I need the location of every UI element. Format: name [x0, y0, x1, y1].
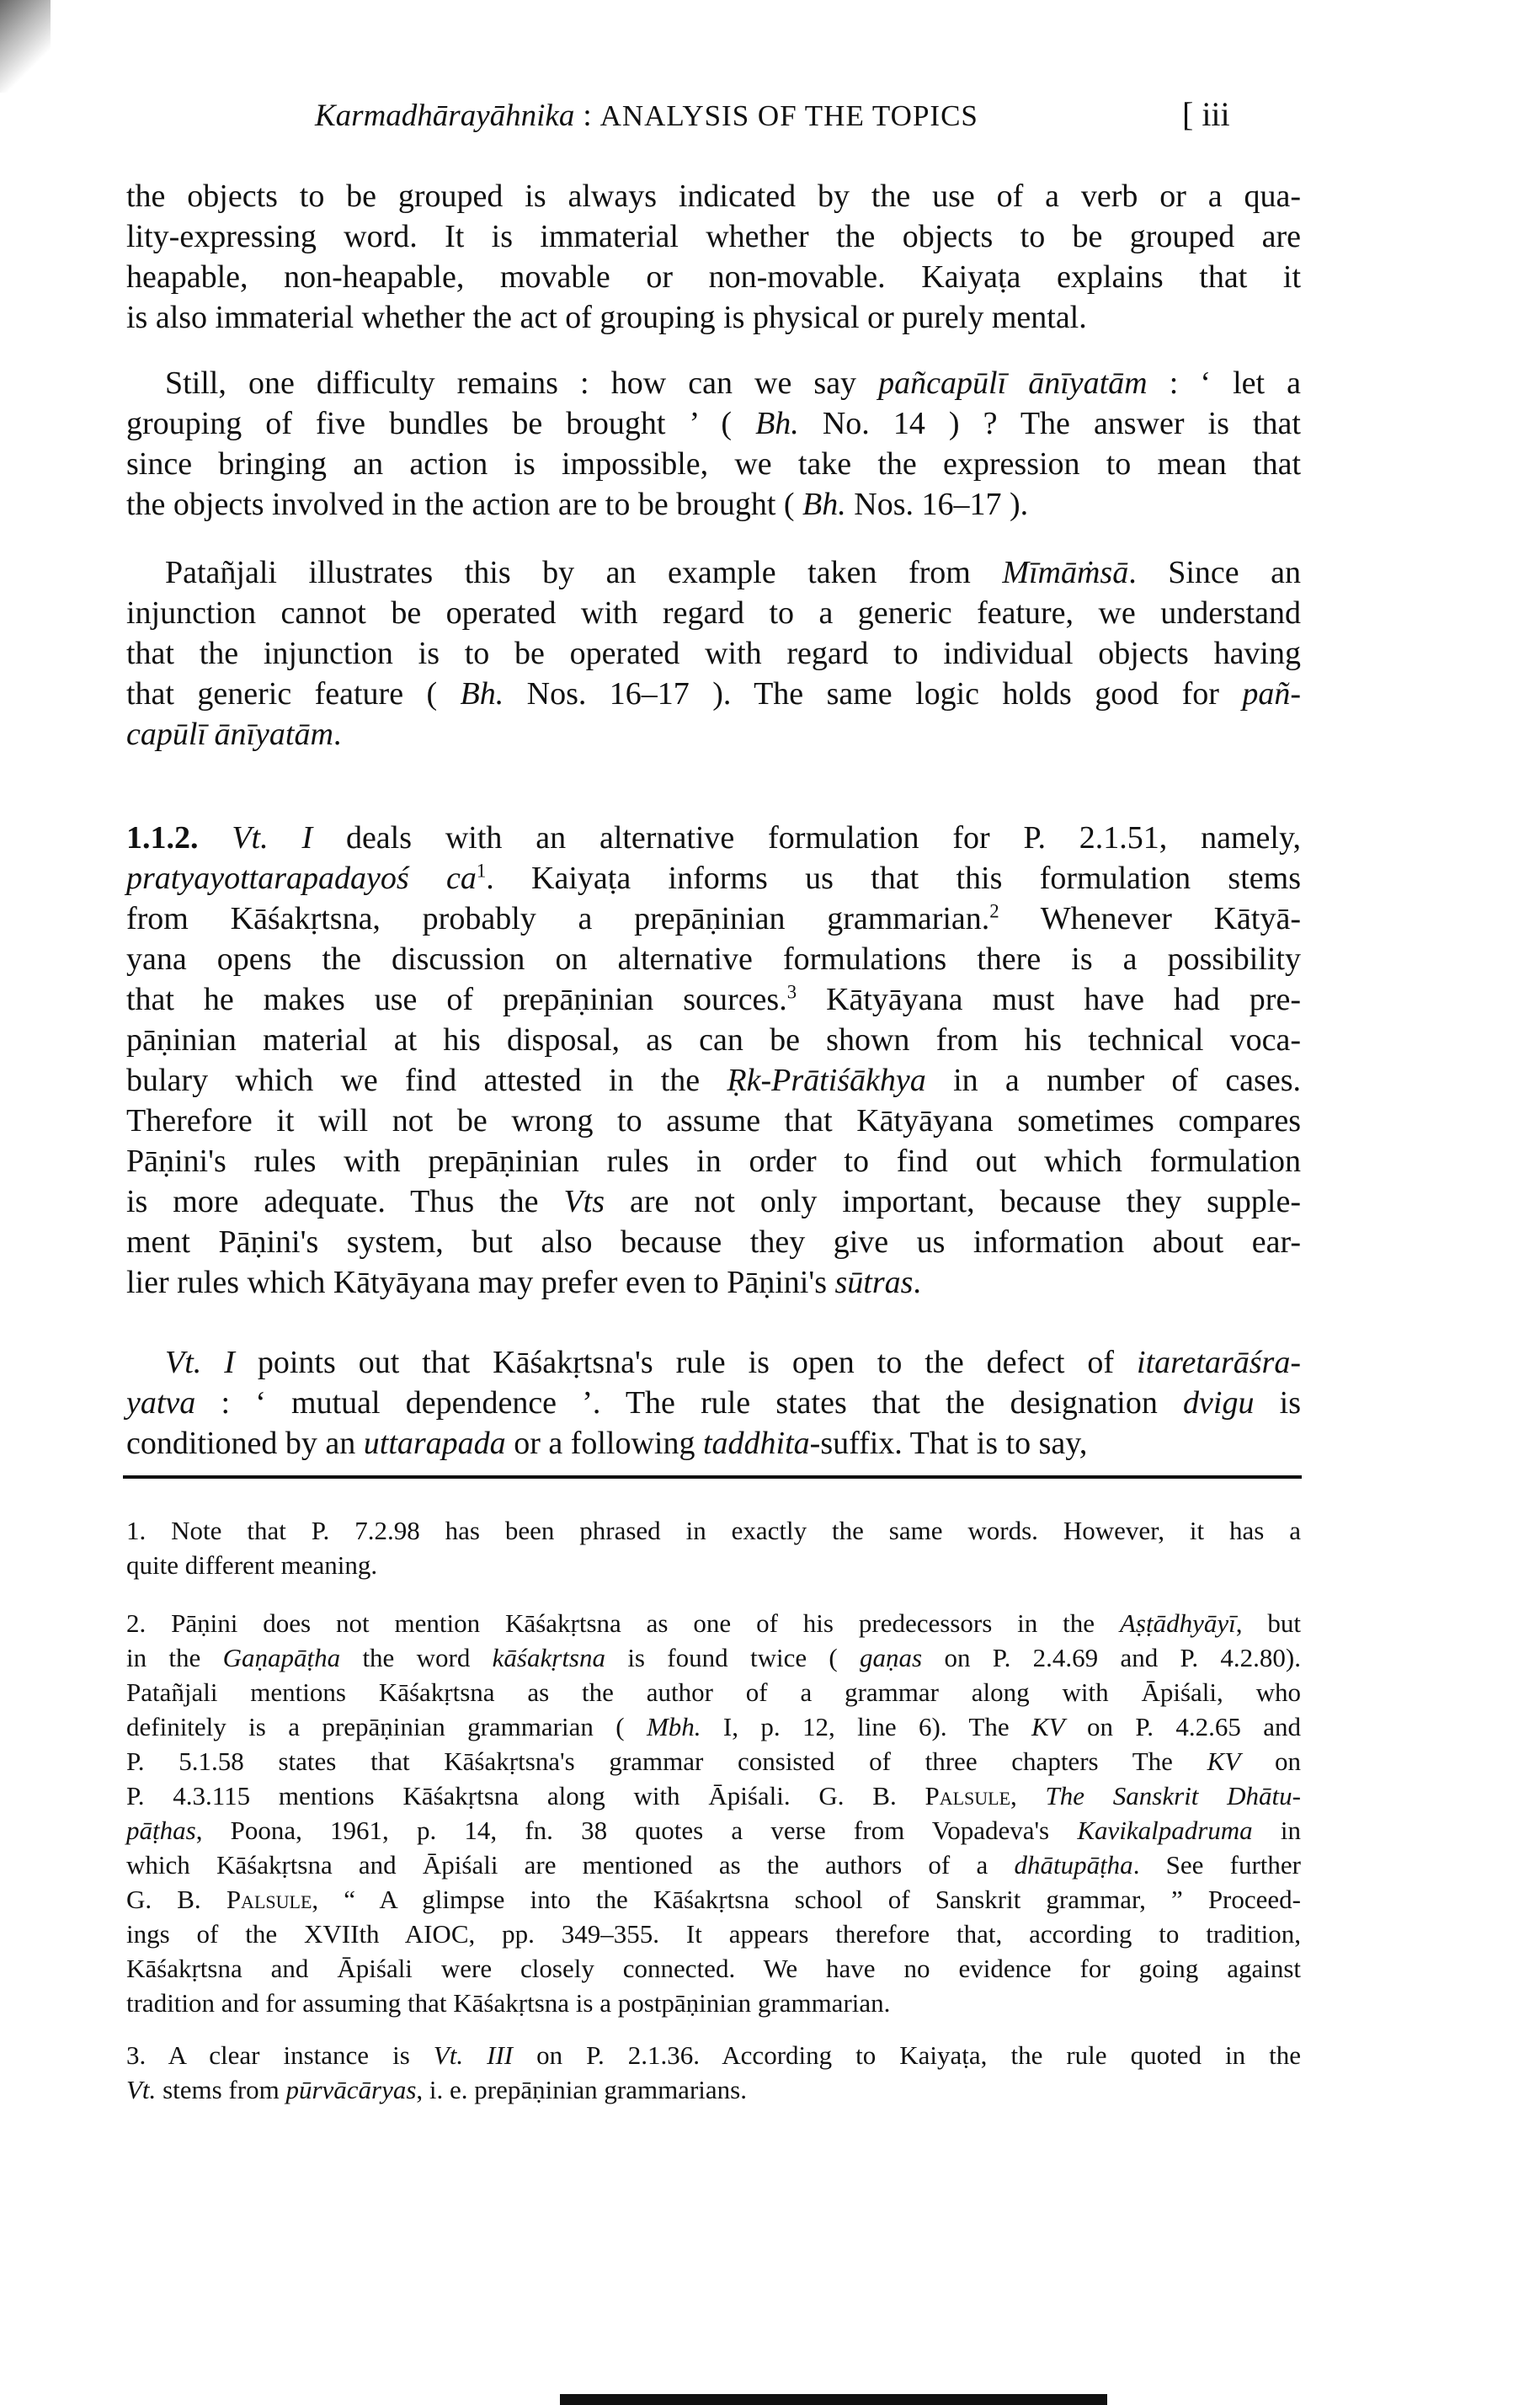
- text-run: ,: [1010, 1781, 1046, 1810]
- paragraph-1: [126, 176, 1301, 338]
- text-run: .: [333, 717, 342, 752]
- text-run: on P. 2.4.69 and P. 4.2.80).: [922, 1643, 1301, 1672]
- text-line: [126, 818, 1301, 858]
- text-run: deals with an alternative formulation for P. 2.1.51, namely,: [312, 820, 1301, 856]
- text-line: [126, 1606, 1301, 1640]
- text-line: [126, 1778, 1301, 1813]
- text-run: which Kāśakṛtsna and Āpiśali are mentioned as the authors of a: [126, 1850, 1015, 1880]
- scan-edge-bar: [560, 2394, 1107, 2405]
- text-line: [126, 674, 1301, 714]
- text-line: [126, 1675, 1301, 1709]
- text-line: [126, 1548, 1301, 1582]
- italic-term: Vts: [563, 1184, 605, 1219]
- text-run: on P. 4.2.65 and: [1064, 1712, 1301, 1741]
- text-run: grouping of five bundles be brought ’ (: [126, 406, 756, 441]
- text-run: conditioned by an: [126, 1426, 364, 1461]
- text-run: that generic feature (: [126, 676, 461, 712]
- text-line: [126, 1101, 1301, 1141]
- italic-term: Vt. I: [165, 1345, 235, 1380]
- paragraph-2: [126, 363, 1301, 525]
- footnote-divider: [123, 1475, 1302, 1479]
- text-run: , i. e. prepāṇinian grammarians.: [416, 2075, 747, 2104]
- text-run: , “ A glimpse into the Kāśakṛtsna school of Sanskrit grammar, ” Proceed-: [312, 1885, 1301, 1914]
- italic-term: Vt. I: [232, 820, 313, 856]
- text-run: bulary which we find attested in the: [126, 1063, 727, 1098]
- italic-term: Aṣṭādhyāyī: [1119, 1608, 1236, 1638]
- text-run: the objects to be grouped is always indicated by the use of a verb or a qua-: [126, 179, 1301, 214]
- text-run: : ‘ mutual dependence ’. The rule states that the designation: [195, 1385, 1184, 1421]
- text-line: [126, 1640, 1301, 1675]
- italic-term: KV: [1207, 1746, 1241, 1776]
- text-run: stems from: [156, 2075, 286, 2104]
- italic-term: pāṭhas: [126, 1816, 196, 1845]
- text-line: [126, 1882, 1301, 1917]
- header-title: Karmadhārayāhnika: [315, 99, 575, 133]
- text-run: Patañjali mentions Kāśakṛtsna as the author of a grammar along with Āpiśali, who: [126, 1677, 1301, 1707]
- text-run: 1. Note that P. 7.2.98 has been phrased in exactly the same words. However, it has a: [126, 1516, 1301, 1545]
- text-line: [126, 1709, 1301, 1744]
- italic-term: Mīmāṁsā: [1002, 555, 1129, 590]
- text-line: [126, 2072, 1301, 2107]
- text-run: ings of the XVIIth AIOC, pp. 349–355. It appears therefore that, according to tradition,: [126, 1919, 1301, 1949]
- text-line: [126, 1813, 1301, 1848]
- section-number: 1.1.2.: [126, 820, 199, 856]
- text-run: Kāśakṛtsna and Āpiśali were closely connected. We have no evidence for going against: [126, 1954, 1301, 1983]
- text-line: [126, 216, 1301, 257]
- text-run: is: [1254, 1385, 1301, 1421]
- text-run: since bringing an action is impossible, we take the expression to mean that: [126, 446, 1301, 482]
- text-line: [126, 1744, 1301, 1778]
- text-run: on P. 2.1.36. According to Kaiyaṭa, the rule quoted in the: [513, 2040, 1301, 2070]
- paragraph-3: [126, 552, 1301, 755]
- header-section: ANALYSIS OF THE TOPICS: [599, 99, 978, 132]
- text-run: Nos. 16–17 ). The same logic holds good for: [504, 676, 1243, 712]
- paragraph-5: [126, 1342, 1301, 1464]
- text-line: [126, 1986, 1301, 2020]
- text-run: G. B.: [126, 1885, 226, 1914]
- text-line: [126, 899, 1301, 939]
- text-line: [126, 714, 1301, 755]
- italic-term: Gaṇapāṭha: [222, 1643, 341, 1672]
- text-run: Nos. 16–17 ).: [845, 487, 1029, 522]
- text-run: that the injunction is to be operated with regard to individual objects having: [126, 636, 1301, 671]
- text-run: . Since an: [1128, 555, 1301, 590]
- text-run: heapable, non-heapable, movable or non-movable. Kaiyaṭa explains that it: [126, 259, 1301, 295]
- text-line: [126, 1141, 1301, 1181]
- text-run: P. 4.3.115 mentions Kāśakṛtsna along with Āpiśali. G. B.: [126, 1781, 925, 1810]
- text-run: lity-expressing word. It is immaterial whether the objects to be grouped are: [126, 219, 1301, 254]
- text-line: [126, 444, 1301, 484]
- text-run: Kātyāyana must have had pre-: [797, 982, 1301, 1017]
- italic-term: pratyayottarapadayoś ca: [126, 861, 477, 896]
- text-run: is found twice (: [605, 1643, 861, 1672]
- text-run: , Poona, 1961, p. 14, fn. 38 quotes a verse from Vopadeva's: [195, 1816, 1078, 1845]
- text-run: on: [1240, 1746, 1301, 1776]
- text-line: [126, 1342, 1301, 1383]
- text-run: definitely is a prepāṇinian grammarian (: [126, 1712, 647, 1741]
- italic-term: itaretarāśra-: [1137, 1345, 1301, 1380]
- text-line: [126, 552, 1301, 593]
- text-line: [126, 297, 1301, 338]
- italic-term: pañcapūlī ānīyatām: [878, 365, 1148, 401]
- text-line: [126, 1951, 1301, 1986]
- text-run: I, p. 12, line 6). The: [701, 1712, 1031, 1741]
- italic-term: Bh.: [802, 487, 846, 522]
- italic-term: pañ-: [1242, 676, 1301, 712]
- text-run: from Kāśakṛtsna, probably a prepāṇinian grammarian.: [126, 901, 990, 936]
- small-caps-name: Palsule: [925, 1781, 1011, 1810]
- text-line: [126, 176, 1301, 216]
- italic-term: Vt. III: [433, 2040, 514, 2070]
- footnote-ref: 2: [989, 900, 999, 922]
- italic-term: uttarapada: [363, 1426, 506, 1461]
- paragraph-section-1-1-2: [126, 818, 1301, 1303]
- italic-term: sūtras: [834, 1265, 914, 1300]
- italic-term: Kavikalpadruma: [1077, 1816, 1253, 1845]
- text-run: . See further: [1132, 1850, 1301, 1880]
- text-run: . Kaiyaṭa informs us that this formulation stems: [486, 861, 1301, 896]
- italic-term: Vt.: [126, 2075, 157, 2104]
- running-header: [315, 98, 978, 134]
- text-line: [126, 1262, 1301, 1303]
- text-run: , but: [1235, 1608, 1301, 1638]
- text-run: -suffix. That is to say,: [809, 1426, 1088, 1461]
- italic-term: kāśakṛtsna: [492, 1643, 605, 1672]
- italic-term: capūlī ānīyatām: [126, 717, 333, 752]
- text-run: pāṇinian material at his disposal, as can be shown from his technical voca-: [126, 1022, 1301, 1058]
- text-run: that he makes use of prepāṇinian sources.: [126, 982, 787, 1017]
- text-run: are not only important, because they supple-: [605, 1184, 1302, 1219]
- italic-term: gaṇas: [860, 1643, 923, 1672]
- text-run: Pāṇini's rules with prepāṇinian rules in order to find out which formulation: [126, 1144, 1301, 1179]
- text-run: in the: [126, 1643, 223, 1672]
- text-run: 2. Pāṇini does not mention Kāśakṛtsna as one of his predecessors in the: [126, 1608, 1120, 1638]
- text-line: [126, 257, 1301, 297]
- italic-term: Bh.: [755, 406, 799, 441]
- text-line: [126, 1020, 1301, 1060]
- italic-term: dvigu: [1183, 1385, 1255, 1421]
- text-run: No. 14 ) ? The answer is that: [798, 406, 1301, 441]
- text-run: lier rules which Kātyāyana may prefer even to Pāṇini's: [126, 1265, 835, 1300]
- text-line: [126, 1917, 1301, 1951]
- text-line: [126, 1383, 1301, 1423]
- text-run: 3. A clear instance is: [126, 2040, 434, 2070]
- italic-term: Ṛk-Prātiśākhya: [727, 1063, 926, 1098]
- text-line: [126, 403, 1301, 444]
- italic-term: KV: [1031, 1712, 1065, 1741]
- text-run: in a number of cases.: [925, 1063, 1301, 1098]
- text-run: P. 5.1.58 states that Kāśakṛtsna's grammar consisted of three chapters The: [126, 1746, 1207, 1776]
- italic-term: Bh.: [460, 676, 504, 712]
- text-run: .: [913, 1265, 921, 1300]
- footnote-3: [126, 2038, 1301, 2107]
- text-run: quite different meaning.: [126, 1550, 378, 1580]
- text-line: [126, 1181, 1301, 1222]
- text-run: injunction cannot be operated with regard to a generic feature, we understand: [126, 595, 1301, 631]
- italic-term: dhātupāṭha: [1014, 1850, 1133, 1880]
- italic-term: The Sanskrit Dhātu-: [1045, 1781, 1301, 1810]
- text-line: [126, 979, 1301, 1020]
- header-separator: :: [583, 99, 592, 133]
- text-line: [126, 593, 1301, 633]
- text-run: tradition and for assuming that Kāśakṛtsna is a postpāṇinian grammarian.: [126, 1988, 891, 2018]
- text-line: [126, 2038, 1301, 2072]
- text-run: points out that Kāśakṛtsna's rule is open to the defect of: [234, 1345, 1138, 1380]
- text-run: the word: [340, 1643, 493, 1672]
- footnote-1: [126, 1513, 1301, 1582]
- text-line: [126, 858, 1301, 899]
- footnote-2: [126, 1606, 1301, 2020]
- text-line: [126, 363, 1301, 403]
- footnote-ref: 1: [476, 860, 487, 882]
- text-run: is more adequate. Thus the: [126, 1184, 564, 1219]
- text-line: [126, 1848, 1301, 1882]
- italic-term: yatva: [126, 1385, 196, 1421]
- text-line: [126, 1222, 1301, 1262]
- text-run: or a following: [505, 1426, 703, 1461]
- text-line: [126, 1423, 1301, 1464]
- text-run: [199, 820, 232, 856]
- scan-shadow: [0, 0, 51, 93]
- text-run: in: [1252, 1816, 1301, 1845]
- italic-term: Mbh.: [646, 1712, 701, 1741]
- text-line: [126, 939, 1301, 979]
- text-line: [126, 484, 1301, 525]
- text-run: ment Pāṇini's system, but also because they give us information about ear-: [126, 1224, 1301, 1260]
- small-caps-name: Palsule: [226, 1885, 312, 1914]
- text-run: is also immaterial whether the act of grouping is physical or purely mental.: [126, 300, 1087, 335]
- text-line: [126, 1513, 1301, 1548]
- text-run: Whenever Kātyā-: [999, 901, 1302, 936]
- text-run: Therefore it will not be wrong to assume that Kātyāyana sometimes compares: [126, 1103, 1301, 1139]
- text-run: yana opens the discussion on alternative formulations there is a possibility: [126, 941, 1301, 977]
- text-run: Still, one difficulty remains : how can we say: [165, 365, 879, 401]
- text-line: [126, 633, 1301, 674]
- text-run: Patañjali illustrates this by an example taken from: [165, 555, 1003, 590]
- text-run: the objects involved in the action are to be brought (: [126, 487, 803, 522]
- italic-term: pūrvācāryas: [285, 2075, 417, 2104]
- text-line: [126, 1060, 1301, 1101]
- text-run: : ‘ let a: [1147, 365, 1301, 401]
- page-number: [ iii: [1182, 95, 1230, 133]
- footnote-ref: 3: [786, 981, 797, 1003]
- italic-term: taddhita: [702, 1426, 810, 1461]
